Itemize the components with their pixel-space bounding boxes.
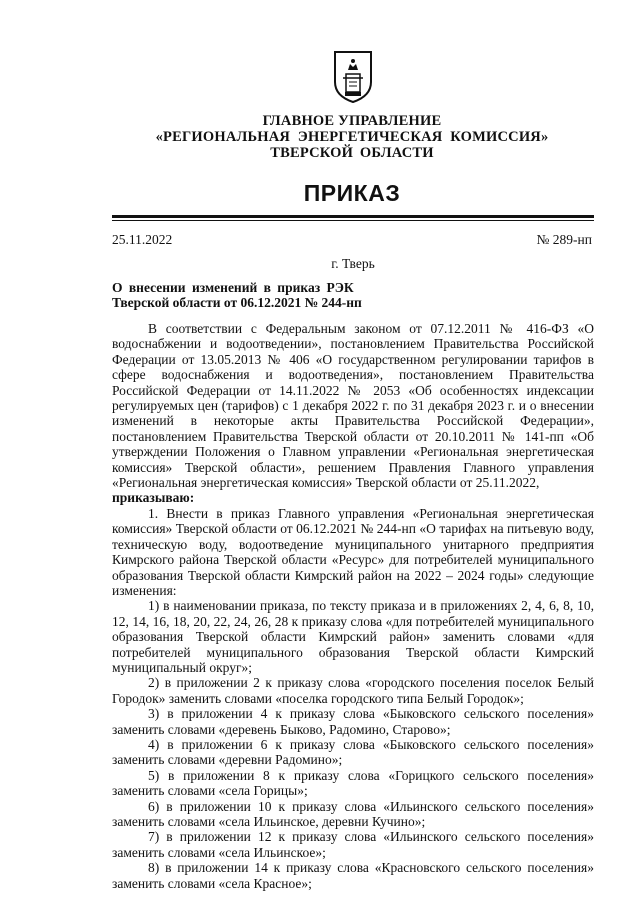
- subclause-7: 7) в приложении 12 к приказу слова «Ильинского сельского поселения» заменить словами «села Ильинское»;: [112, 829, 594, 860]
- order-date: 25.11.2022: [112, 232, 173, 247]
- document-body: [112, 321, 594, 891]
- subclause-2: 2) в приложении 2 к приказу слова «городского поселения поселок Белый Городок» заменить словами «поселка городского типа Белый Городок»;: [112, 675, 594, 706]
- header-rule-thick: [112, 215, 594, 218]
- document-title: ПРИКАЗ: [303, 180, 401, 206]
- order-city: г. Тверь: [331, 256, 375, 271]
- subclause-8: 8) в приложении 14 к приказу слова «Красновского сельского поселения» заменить словами «села Красное»;: [112, 860, 594, 891]
- order-verb: приказываю:: [112, 490, 195, 506]
- preamble-paragraph: В соответствии с Федеральным законом от 07.12.2011 № 416-ФЗ «О водоснабжении и водоотведении», постановлением Правительства Российской Федерации от 13.05.2013 № 406 «О государственном регулировании тарифов в сфере водоснабжения и водоотведения», постановлением Правительства Российской Федерации от 14.11.2022 № 2053 «Об особенностях индексации регулируемых цен (тарифов) с 1 декабря 2022 г. по 31 декабря 2023 г. и о внесении изменений в некоторые акты Правительства Российской Федерации», постановлением Правительства Тверской области от 20.10.2011 № 141-пп «Об утверждении Положения о Главном управлении «Региональная энергетическая комиссия» Тверской области», решением Правления Главного управления «Региональная энергетическая комиссия» Тверской области от 25.11.2022,: [112, 321, 594, 491]
- issuer-line-3: ТВЕРСКОЙ ОБЛАСТИ: [270, 145, 434, 161]
- subject-line-2: Тверской области от 06.12.2021 № 244-нп: [112, 295, 362, 310]
- tver-crown-throne-icon: [331, 48, 375, 104]
- subclause-6: 6) в приложении 10 к приказу слова «Ильинского сельского поселения» заменить словами «села Ильинское, деревни Кучино»;: [112, 798, 594, 829]
- issuer-line-2: «РЕГИОНАЛЬНАЯ ЭНЕРГЕТИЧЕСКАЯ КОМИССИЯ»: [155, 129, 549, 145]
- header-rule-thin: [112, 220, 594, 221]
- subclause-4: 4) в приложении 6 к приказу слова «Быковского сельского поселения» заменить словами «деревни Радомино»;: [112, 736, 594, 768]
- subject-line-1: О внесении изменений в приказ РЭК: [112, 280, 354, 295]
- issuer-line-1: ГЛАВНОЕ УПРАВЛЕНИЕ: [262, 113, 442, 129]
- order-subject: [112, 280, 412, 310]
- subclause-1: 1) в наименовании приказа, по тексту приказа и в приложениях 2, 4, 6, 8, 10, 12, 14, 16, 18, 20, 22, 24, 26, 28 к приказу слова «для потребителей муниципального образования Тверской области Кимрский район» заменить словами «для потребителей муниципального образования Тверской области Кимрский муниципальный округ»;: [112, 598, 594, 675]
- subclause-3: 3) в приложении 4 к приказу слова «Быковского сельского поселения» заменить словами «деревень Быково, Радомино, Старово»;: [112, 706, 594, 737]
- order-number: № 289-нп: [536, 232, 592, 247]
- subclause-5: 5) в приложении 8 к приказу слова «Горицкого сельского поселения» заменить словами «села Горицы»;: [112, 767, 594, 799]
- coat-of-arms-emblem: [331, 48, 375, 104]
- clause-1: 1. Внести в приказ Главного управления «Региональная энергетическая комиссия» Тверской области от 06.12.2021 № 244-нп «О тарифах на питьевую воду, техническую воду, водоотведение муниципального унитарного предприятия Кимрского района Тверской области «Ресурс» для потребителей муниципального образования Тверской области Кимрский район на 2022 – 2024 годы» следующие изменения:: [112, 505, 594, 598]
